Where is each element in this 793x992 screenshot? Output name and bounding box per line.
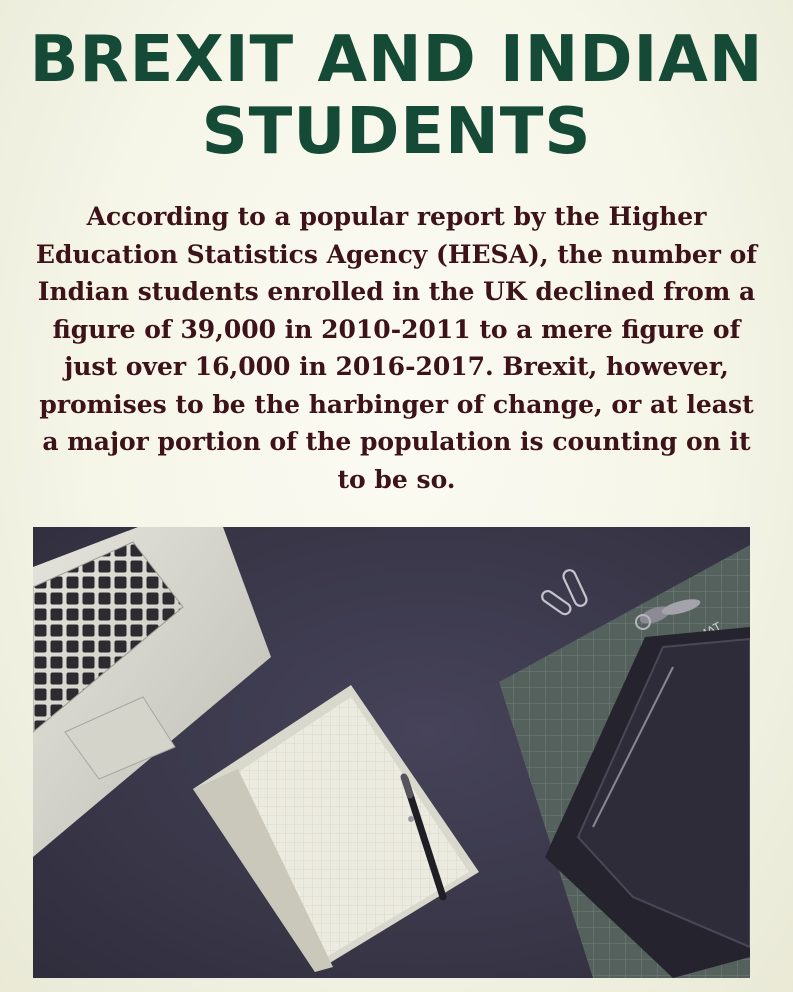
body-paragraph: According to a popular report by the Higher Education Statistics Agency (HESA), the number of Indian students enrolled in the UK declined from a figure of 39,000 in 2010-2011 to a mere figure of just over 16,000 in 2016-2017. Brexit, however, promises to be the harbinger of change, or at least a major portion of the population is counting on it to be so.	[35, 202, 758, 494]
headline	[0, 24, 793, 168]
desk-photo	[33, 527, 750, 978]
headline-line-2: STUDENTS	[201, 95, 592, 169]
headline-line-1: BREXIT AND INDIAN	[29, 23, 764, 97]
